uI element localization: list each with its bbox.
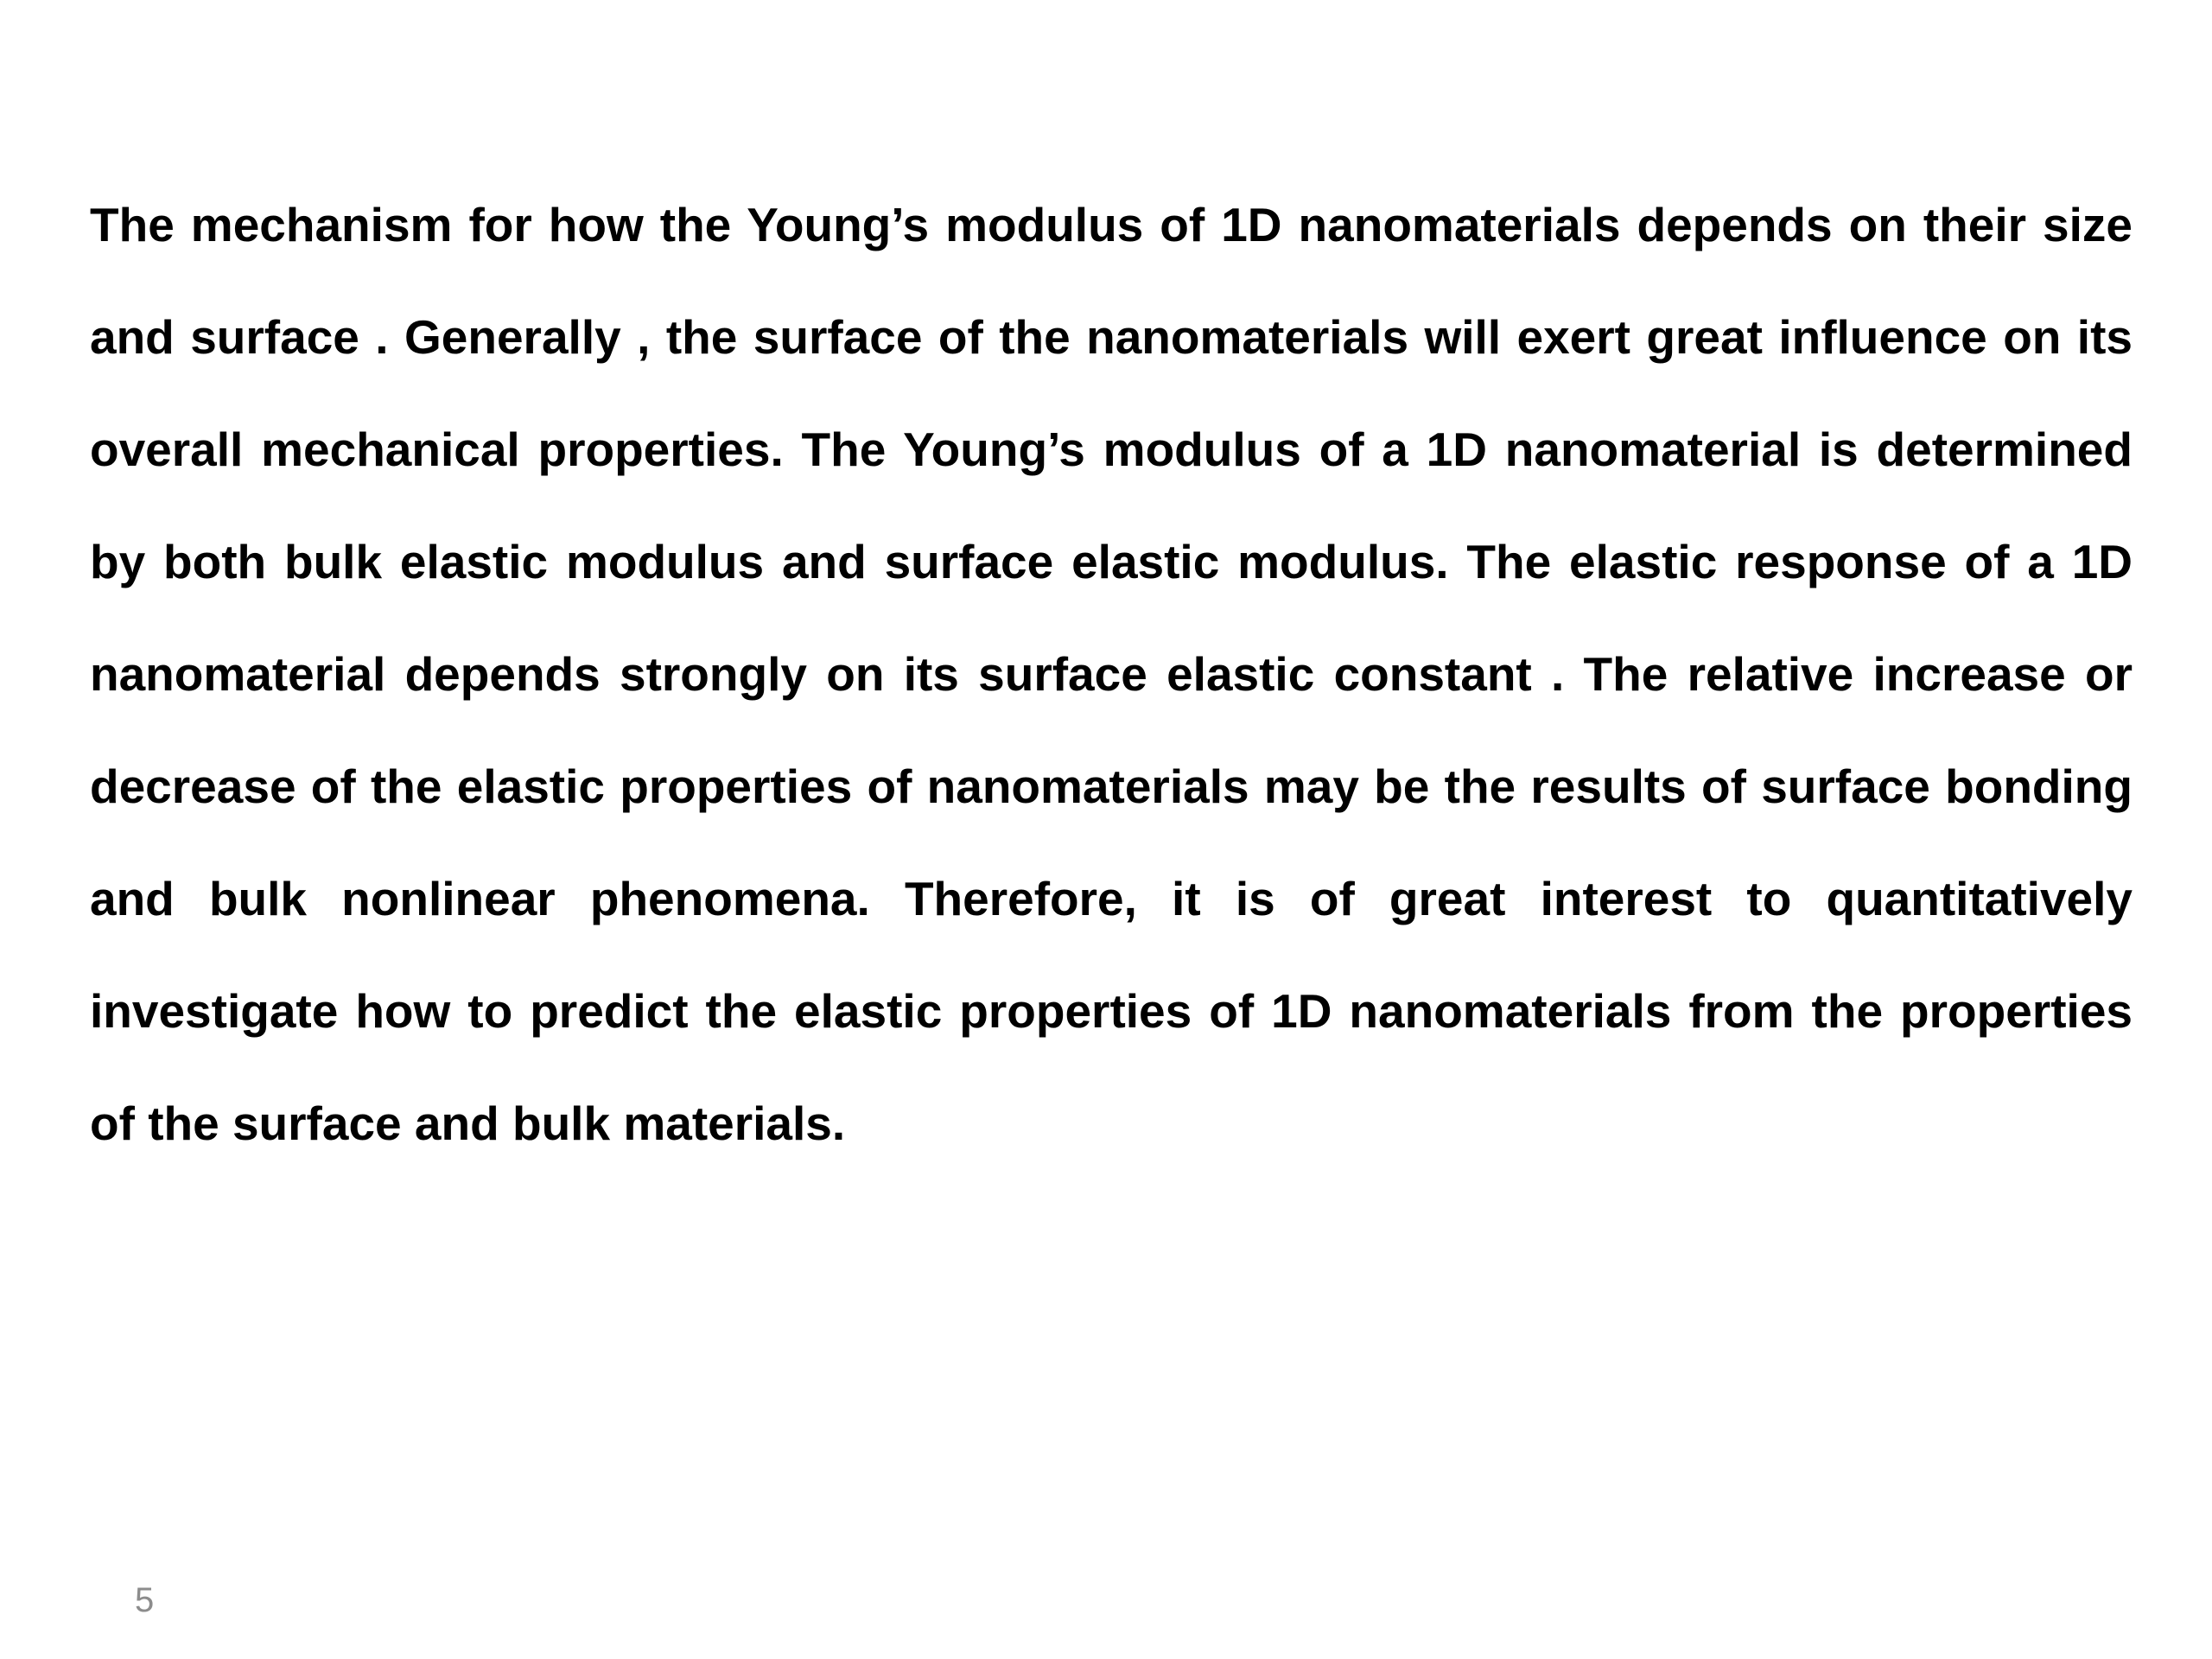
slide-body-text: The mechanism for how the Young’s modulus of 1D nanomaterials depends on their size and surface . Generally , the surface of the nanomaterials will exert great influence on its overall mechanical properties. The Young’s modulus of a 1D nanomaterial is determined by both bulk elastic modulus and surface elastic modulus. The elastic response of a 1D nanomaterial depends strongly on its surface elastic constant . The relative increase or decrease of the elastic properties of nanomaterials may be the results of surface bonding and bulk nonlinear phenomena. Therefore, it is of great interest to quantitatively investigate how to predict the elastic properties of 1D nanomaterials from the properties of the surface and bulk materials. <box>90 198 2133 1150</box>
page-number: 5 <box>135 1581 155 1619</box>
